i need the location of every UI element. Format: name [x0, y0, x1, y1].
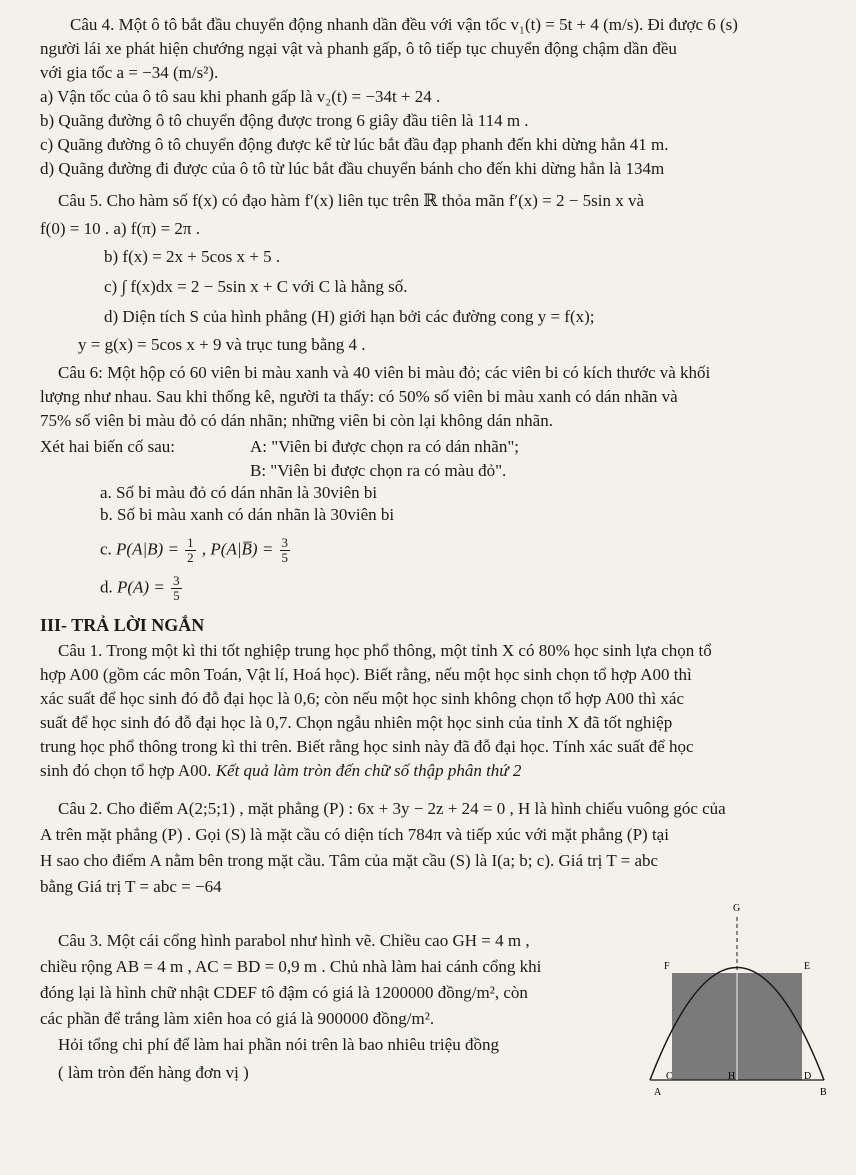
s3-line5: Hỏi tổng chi phí để làm hai phần nói trên là bao nhiêu triệu đồng — [58, 1035, 499, 1054]
q6-event-a: A: "Viên bi được chọn ra có dán nhãn"; — [250, 437, 519, 456]
q6-line3: 75% số viên bi màu đỏ có dán nhãn; những viên bi còn lại không dán nhãn. — [40, 411, 553, 430]
q6-event-b: B: "Viên bi được chọn ra có màu đỏ". — [250, 461, 507, 480]
s2-line2: A trên mặt phẳng (P) . Gọi (S) là mặt cầu có diện tích 784π và tiếp xúc với mặt phẳng (P) tại — [40, 825, 669, 844]
q5-line2: f(0) = 10 . a) f(π) = 2π . — [40, 219, 201, 238]
label-b: B — [820, 1087, 827, 1098]
q4-option-b: b) Quãng đường ô tô chuyển động được trong 6 giây đầu tiên là 114 m . — [40, 111, 529, 130]
q4-line3: với gia tốc a = −34 (m/s²). — [40, 63, 219, 82]
q6-option-d: d. P(A) = $\frac{3}{5}$ — [100, 573, 180, 603]
s3-line3: đóng lại là hình chữ nhật CDEF tô đậm có giá là 1200000 đồng/m², còn — [40, 983, 528, 1002]
q4-option-a: a) Vận tốc của ô tô sau khi phanh gấp là v₂(t) = −34t + 24 . — [40, 87, 441, 106]
fraction: $\frac{3}{5}$ — [281, 535, 289, 565]
q5-option-c: c) ∫ f(x)dx = 2 − 5sin x + C với C là hằng số. — [104, 277, 408, 296]
s1-line5: trung học phổ thông trong kì thi trên. Biết rằng học sinh này đã đỗ đại học. Tính xác suất để học — [40, 737, 694, 756]
label-d: D — [804, 1071, 812, 1082]
s3-line1: Câu 3. Một cái cổng hình parabol như hình vẽ. Chiều cao GH = 4 m , — [58, 931, 530, 950]
q5-option-d: d) Diện tích S của hình phẳng (H) giới hạn bởi các đường cong y = f(x); — [104, 307, 595, 326]
q6-option-b: b. Số bi màu xanh có dán nhãn là 30viên bi — [100, 505, 395, 524]
q6-line1: Câu 6: Một hộp có 60 viên bi màu xanh và 40 viên bi màu đỏ; các viên bi có kích thước và khối — [58, 363, 711, 382]
label-c: C — [666, 1071, 673, 1082]
q4-option-c: c) Quãng đường ô tô chuyển động được kể từ lúc bắt đầu đạp phanh đến khi dừng hẳn 41 m. — [40, 135, 669, 154]
q4-line1: Câu 4. Một ô tô bắt đầu chuyển động nhanh dần đều với vận tốc v₁(t) = 5t + 4 (m/s). Đi được 6 (s) — [70, 15, 738, 34]
parabola-gate-figure — [640, 895, 840, 1135]
s1-line3: xác suất để học sinh đó đỗ đại học là 0,6; còn nếu một học sinh không chọn tổ hợp A00 thì xác — [40, 689, 685, 708]
q5-option-d2: y = g(x) = 5cos x + 9 và trục tung bằng 4 . — [78, 335, 366, 354]
label-e: E — [804, 961, 811, 972]
section-title: III- TRẢ LỜI NGẮN — [40, 615, 205, 635]
q5-line1: Câu 5. Cho hàm số f(x) có đạo hàm f′(x) liên tục trên ℝ thỏa mãn f′(x) = 2 − 5sin x và — [58, 191, 645, 210]
label-f: F — [664, 961, 670, 972]
q6-line2: lượng như nhau. Sau khi thống kê, người ta thấy: có 50% số viên bi màu xanh có dán nhãn và — [40, 387, 678, 406]
q5-option-b: b) f(x) = 2x + 5cos x + 5 . — [104, 247, 281, 266]
s1-line4: suất để học sinh đó đỗ đại học là 0,7. Chọn ngẫu nhiên một học sinh của tỉnh X đã tốt nghiệp — [40, 713, 673, 732]
q6-option-c: c. P(A|B) = $\frac{1}{2}$ , P(A|B̅) = $\frac{3}{5}$ — [100, 535, 289, 565]
s1-line2: hợp A00 (gồm các môn Toán, Vật lí, Hoá học). Biết rằng, nếu một học sinh chọn tổ hợp A00 thì — [40, 665, 692, 684]
q6-option-a: a. Số bi màu đỏ có dán nhãn là 30viên bi — [100, 483, 378, 502]
s2-line1: Câu 2. Cho điểm A(2;5;1) , mặt phẳng (P) : 6x + 3y − 2z + 24 = 0 , H là hình chiếu vuông góc của — [58, 799, 726, 818]
fraction: $\frac{1}{2}$ — [187, 535, 194, 565]
q4-option-d: d) Quãng đường đi được của ô tô từ lúc bắt đầu chuyển bánh cho đến khi dừng hẳn là 134m — [40, 159, 665, 178]
label-g: G — [733, 903, 741, 914]
s2-line4: bằng Giá trị T = abc = −64 — [40, 877, 222, 896]
s2-line3: H sao cho điểm A nằm bên trong mặt cầu. Tâm của mặt cầu (S) là I(a; b; c). Giá trị T = abc — [40, 851, 659, 870]
q6-line4a: Xét hai biến cố sau: — [40, 437, 176, 456]
q4-line2: người lái xe phát hiện chướng ngại vật và phanh gấp, ô tô tiếp tục chuyển động chậm dần đều — [40, 39, 677, 58]
s3-line4: các phần để trắng làm xiên hoa có giá là 900000 đồng/m². — [40, 1009, 435, 1028]
s3-line2: chiều rộng AB = 4 m , AC = BD = 0,9 m . Chủ nhà làm hai cánh cổng khi — [40, 957, 542, 976]
fraction: $\frac{3}{5}$ — [173, 573, 180, 603]
label-h: H — [728, 1071, 736, 1082]
label-a: A — [654, 1087, 662, 1098]
s1-line6: sinh đó chọn tổ hợp A00. Kết quả làm tròn đến chữ số thập phân thứ 2 — [40, 761, 522, 780]
s1-line1: Câu 1. Trong một kì thi tốt nghiệp trung học phổ thông, một tỉnh X có 80% học sinh lựa chọn tổ — [58, 641, 712, 660]
s3-line6: ( làm tròn đến hàng đơn vị ) — [58, 1063, 249, 1082]
